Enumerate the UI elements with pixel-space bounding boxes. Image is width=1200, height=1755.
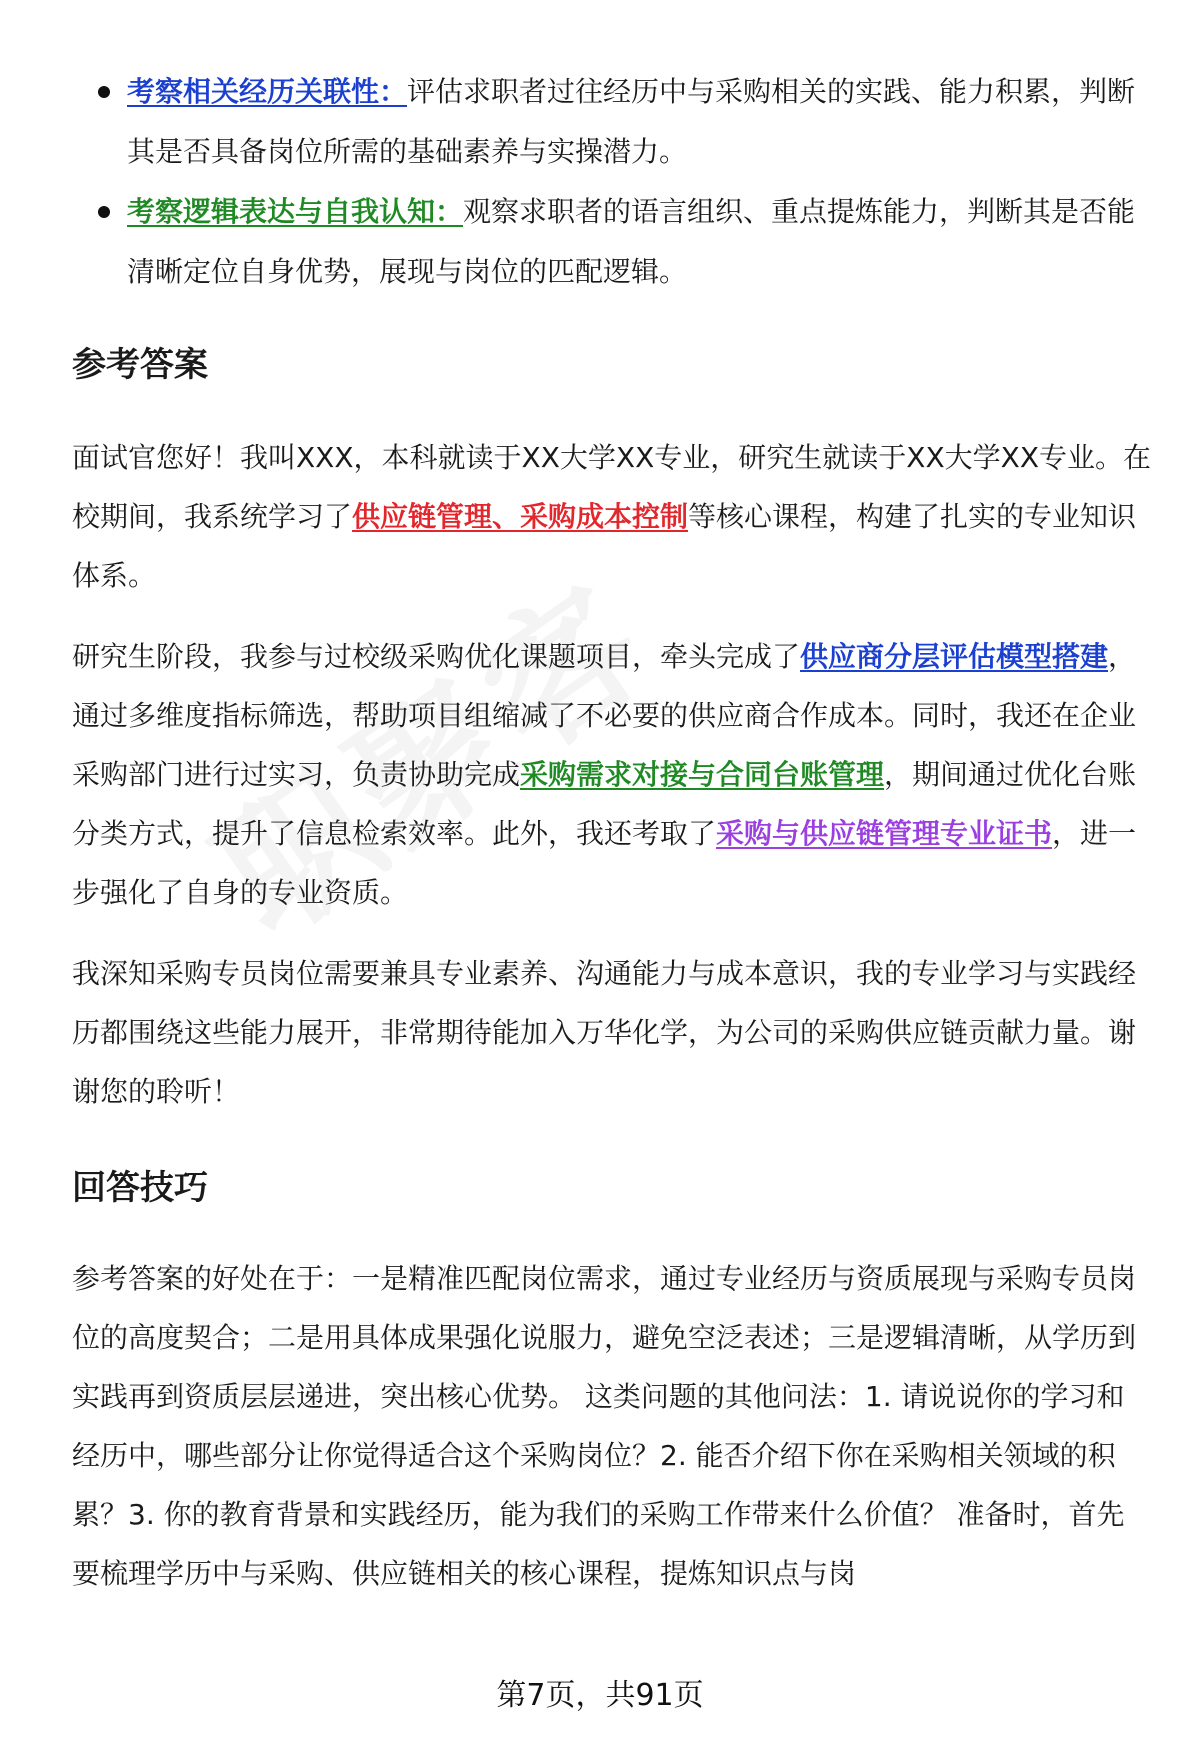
bullet-keyword: 考察相关经历关联性：: [127, 75, 408, 108]
answer-paragraph-1: [72, 428, 1152, 605]
highlight-keyword: 供应链管理、采购成本控制: [352, 500, 689, 533]
paragraph-text: ，通过多维度指标筛选，帮助项目组缩减了不必要的供应商合作成本。同时，我还在企业采购部门进行过实习，负责协助完成: [72, 640, 1137, 791]
paragraph-text: 等核心课程，构建了扎实的专业知识体系。: [72, 500, 1137, 592]
answer-paragraph-3: 我深知采购专员岗位需要兼具专业素养、沟通能力与成本意识，我的专业学习与实践经历都围绕这些能力展开，非常期待能加入万华化学，为公司的采购供应链贡献力量。谢谢您的聆听！: [72, 957, 1137, 1108]
bullet-dot-icon: [98, 206, 110, 218]
tips-paragraph: 参考答案的好处在于：一是精准匹配岗位需求，通过专业经历与资质展现与采购专员岗位的高度契合；二是用具体成果强化说服力，避免空泛表述；三是逻辑清晰，从学历到实践再到资质层层递进，突出核心优势。 这类问题的其他问法：1. 请说说你的学习和经历中，哪些部分让你觉得适合这个采购岗位？2. 能否介绍下你在采购相关领域的积累？3. 你的教育背景和实践经历，能为我们的采购工作带来什么价值？ 准备时，首先要梳理学历中与采购、供应链相关的核心课程，提炼知识点与岗: [72, 1262, 1137, 1590]
answer-paragraph-2: [72, 627, 1152, 922]
highlight-keyword: 采购需求对接与合同台账管理: [520, 758, 885, 791]
evaluation-points: [72, 62, 1152, 302]
paragraph-text: 面试官您好！我叫XXX，本科就读于XX大学XX专业，研究生就读于XX大学XX专业。在校期间，我系统学习了: [72, 441, 1152, 533]
bullet-text: 观察求职者的语言组织、重点提炼能力，判断其是否能清晰定位自身优势，展现与岗位的匹配逻辑。: [127, 195, 1136, 288]
bullet-dot-icon: [98, 86, 110, 98]
page-number: 第7页，共91页: [496, 1678, 704, 1713]
paragraph-text: 研究生阶段，我参与过校级采购优化课题项目，牵头完成了: [72, 640, 801, 673]
section-heading-answer: 参考答案: [72, 345, 208, 385]
paragraph-text: ，进一步强化了自身的专业资质。: [72, 817, 1137, 909]
bullet-text: 评估求职者过往经历中与采购相关的实践、能力积累，判断其是否具备岗位所需的基础素养与实操潜力。: [127, 75, 1136, 168]
list-item: [72, 182, 1152, 302]
list-item: [72, 62, 1152, 182]
highlight-keyword: 采购与供应链管理专业证书: [716, 817, 1053, 850]
paragraph-text: ，期间通过优化台账分类方式，提升了信息检索效率。此外，我还考取了: [72, 758, 1137, 850]
highlight-keyword: 供应商分层评估模型搭建: [800, 640, 1109, 673]
page-content: [72, 62, 1152, 1603]
section-heading-tips: 回答技巧: [72, 1168, 208, 1208]
bullet-keyword: 考察逻辑表达与自我认知：: [127, 195, 464, 228]
